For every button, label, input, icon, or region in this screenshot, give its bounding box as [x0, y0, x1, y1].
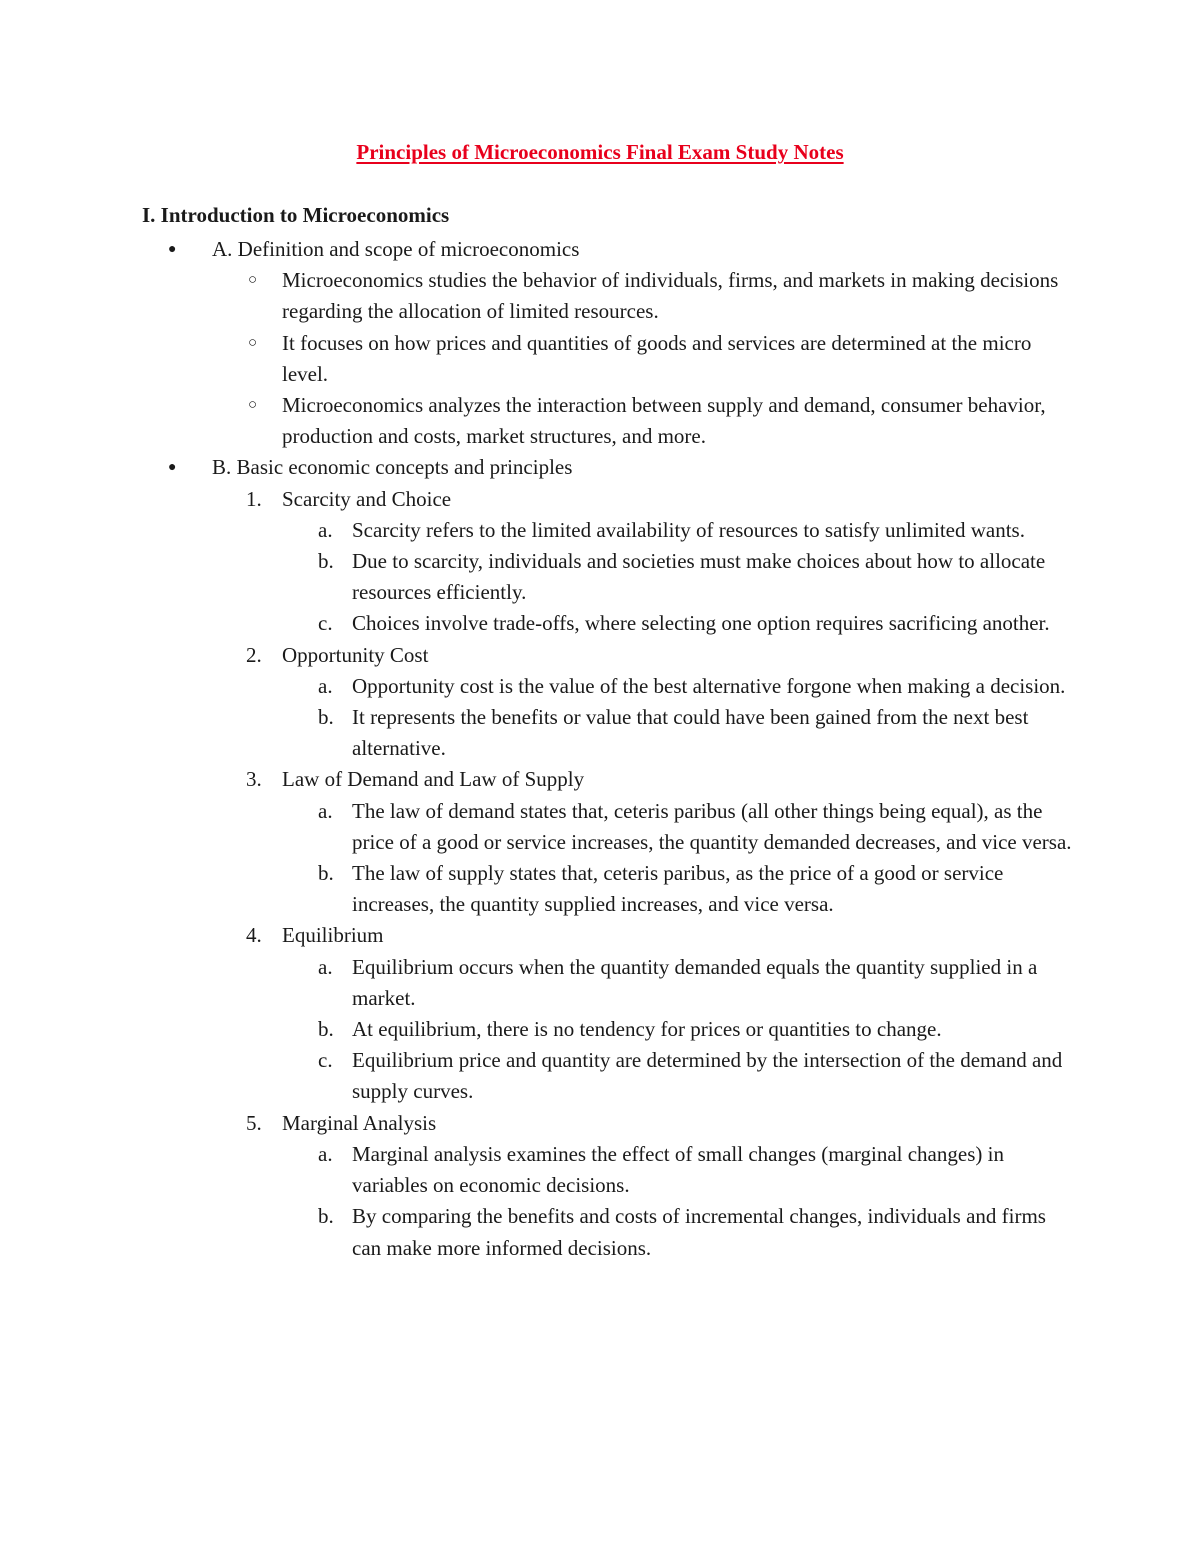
outline-item-label: B. Basic economic concepts and principles	[212, 455, 573, 480]
bullet-icon: ●	[168, 460, 177, 476]
list-item	[0, 952, 1200, 1014]
topic-scarcity	[0, 484, 1200, 515]
list-letter: a.	[318, 673, 333, 698]
list-item	[0, 390, 1200, 452]
list-number: 2.	[246, 642, 262, 667]
list-item-text: Marginal analysis examines the effect of small changes (marginal changes) in variables on economic decisions.	[352, 1141, 1004, 1198]
list-letter: b.	[318, 1017, 334, 1042]
list-item	[0, 608, 1200, 639]
topic-title: Marginal Analysis	[282, 1110, 437, 1135]
list-item	[0, 671, 1200, 702]
list-item	[0, 1201, 1200, 1263]
list-item-text: Equilibrium occurs when the quantity demanded equals the quantity supplied in a market.	[352, 954, 1038, 1010]
list-letter: b.	[318, 705, 334, 730]
list-letter: a.	[318, 954, 333, 979]
topic-demand-supply	[0, 764, 1200, 795]
list-item-text: At equilibrium, there is no tendency for prices or quantities to change.	[352, 1017, 942, 1042]
section-heading: I. Introduction to Microeconomics	[142, 203, 450, 227]
list-letter: b.	[318, 549, 334, 574]
list-item	[0, 328, 1200, 390]
list-number: 4.	[246, 923, 262, 948]
topic-title: Law of Demand and Law of Supply	[282, 767, 585, 792]
list-item	[0, 1014, 1200, 1045]
topic-marginal-analysis	[0, 1108, 1200, 1139]
topic-title: Equilibrium	[282, 923, 384, 948]
list-item	[0, 858, 1200, 920]
circle-bullet-icon: ○	[248, 397, 258, 414]
list-item	[0, 546, 1200, 608]
list-number: 1.	[246, 486, 262, 511]
outline-item-label: A. Definition and scope of microeconomics	[212, 237, 580, 261]
list-item-text: Scarcity refers to the limited availability of resources to satisfy unlimited wants.	[352, 517, 1025, 542]
list-item	[0, 796, 1200, 858]
list-letter: c.	[318, 611, 333, 636]
outline-item-a	[0, 234, 1200, 265]
list-item	[0, 265, 1200, 327]
circle-bullet-icon: ○	[248, 334, 258, 351]
list-item-text: Due to scarcity, individuals and societies must make choices about how to allocate resources efficiently.	[352, 549, 1046, 605]
bullet-icon: ●	[168, 242, 177, 257]
list-letter: a.	[318, 1141, 333, 1166]
list-item-text: Choices involve trade-offs, where selecting one option requires sacrificing another.	[352, 611, 1050, 636]
outline-item-b	[0, 452, 1200, 483]
list-item	[0, 702, 1200, 764]
list-item-text: The law of supply states that, ceteris paribus, as the price of a good or service increases, the quantity supplied increases, and vice versa.	[352, 861, 1004, 917]
list-item-text: Microeconomics studies the behavior of individuals, firms, and markets in making decisions regarding the allocation of limited resources.	[282, 268, 1059, 324]
list-item-text: Opportunity cost is the value of the best alternative forgone when making a decision.	[352, 673, 1066, 698]
list-item	[0, 1045, 1200, 1107]
list-letter: a.	[318, 798, 333, 823]
document-title: Principles of Microeconomics Final Exam Study Notes	[356, 140, 844, 164]
list-item	[0, 515, 1200, 546]
circle-bullet-icon: ○	[248, 272, 258, 289]
list-item-text: It focuses on how prices and quantities of goods and services are determined at the micro level.	[282, 330, 1032, 386]
outline	[0, 234, 1200, 1264]
list-number: 3.	[246, 767, 262, 792]
list-number: 5.	[246, 1110, 262, 1135]
list-item-text: Equilibrium price and quantity are determined by the intersection of the demand and supply curves.	[352, 1048, 1063, 1104]
list-letter: c.	[318, 1048, 333, 1073]
list-item-text: The law of demand states that, ceteris paribus (all other things being equal), as the price of a good or service increases, the quantity demanded decreases, and vice versa.	[352, 798, 1072, 854]
list-item-text: It represents the benefits or value that could have been gained from the next best alternative.	[352, 705, 1029, 761]
list-letter: b.	[318, 1204, 334, 1229]
topic-title: Opportunity Cost	[282, 642, 429, 667]
list-item-text: By comparing the benefits and costs of incremental changes, individuals and firms can make more informed decisions.	[352, 1204, 1046, 1260]
list-item	[0, 1139, 1200, 1201]
list-letter: a.	[318, 517, 333, 542]
list-item-text: Microeconomics analyzes the interaction between supply and demand, consumer behavior, production and costs, market structures, and more.	[282, 393, 1046, 449]
topic-title: Scarcity and Choice	[282, 486, 452, 511]
topic-equilibrium	[0, 920, 1200, 951]
topic-opportunity-cost	[0, 640, 1200, 671]
list-letter: b.	[318, 861, 334, 886]
